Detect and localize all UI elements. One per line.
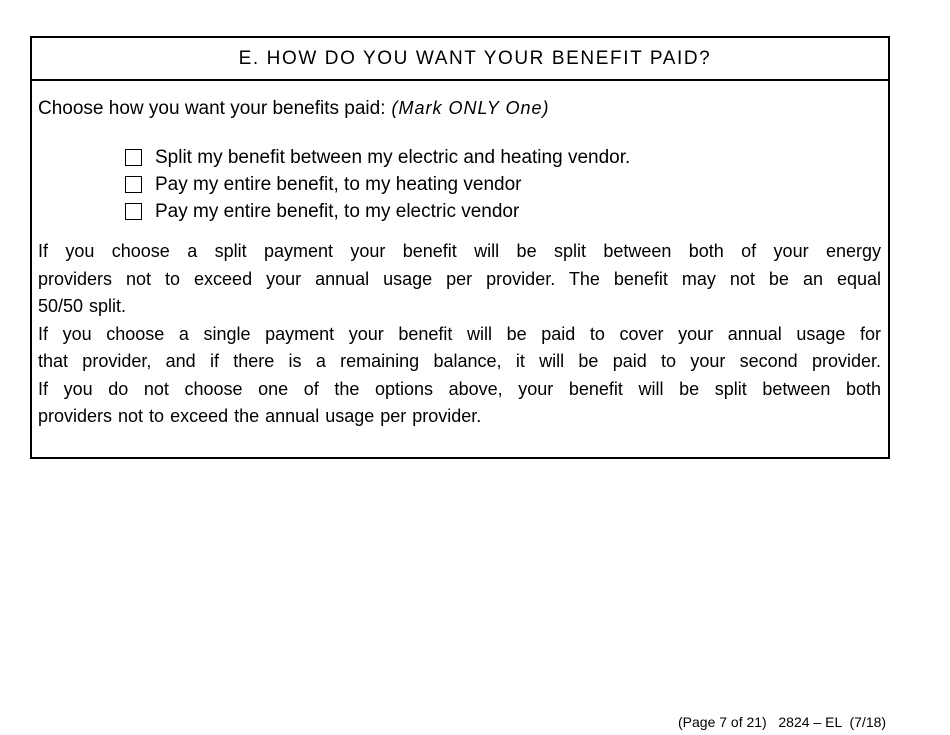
option-label: Pay my entire benefit, to my electric vendor [155,200,520,222]
explanation-line: that provider, and if there is a remaining balance, it will be paid to your second provider. [38,351,881,371]
explanation-line: If you choose a split payment your benefit will be split between both of your energy [38,241,881,261]
payment-options [125,144,630,225]
checkbox[interactable] [125,176,142,193]
explanation-line: providers not to exceed your annual usage per provider. The benefit may not be an equal [38,268,881,289]
intro-text: Choose how you want your benefits paid: [38,98,386,119]
explanation-line: 50/50 split. [38,296,127,316]
checkbox[interactable] [125,149,142,166]
option-label: Split my benefit between my electric and heating vendor. [155,146,631,168]
benefit-payment-section [30,36,890,459]
option-heating[interactable] [125,171,630,198]
intro-line [38,98,550,120]
explanation-line: providers not to exceed the annual usage per provider. [38,406,482,426]
option-electric[interactable] [125,198,630,225]
option-label: Pay my entire benefit, to my heating vendor [155,173,522,195]
intro-note: (Mark ONLY One) [391,98,550,118]
section-title: E. HOW DO YOU WANT YOUR BENEFIT PAID? [32,38,888,81]
option-split[interactable] [125,144,630,171]
checkbox[interactable] [125,203,142,220]
explanation-text [38,238,881,431]
explanation-line: If you choose a single payment your benefit will be paid to cover your annual usage for [38,323,881,344]
page-footer: (Page 7 of 21) 2824 – EL (7/18) [678,714,887,730]
explanation-line: If you do not choose one of the options above, your benefit will be split between both [38,378,881,399]
